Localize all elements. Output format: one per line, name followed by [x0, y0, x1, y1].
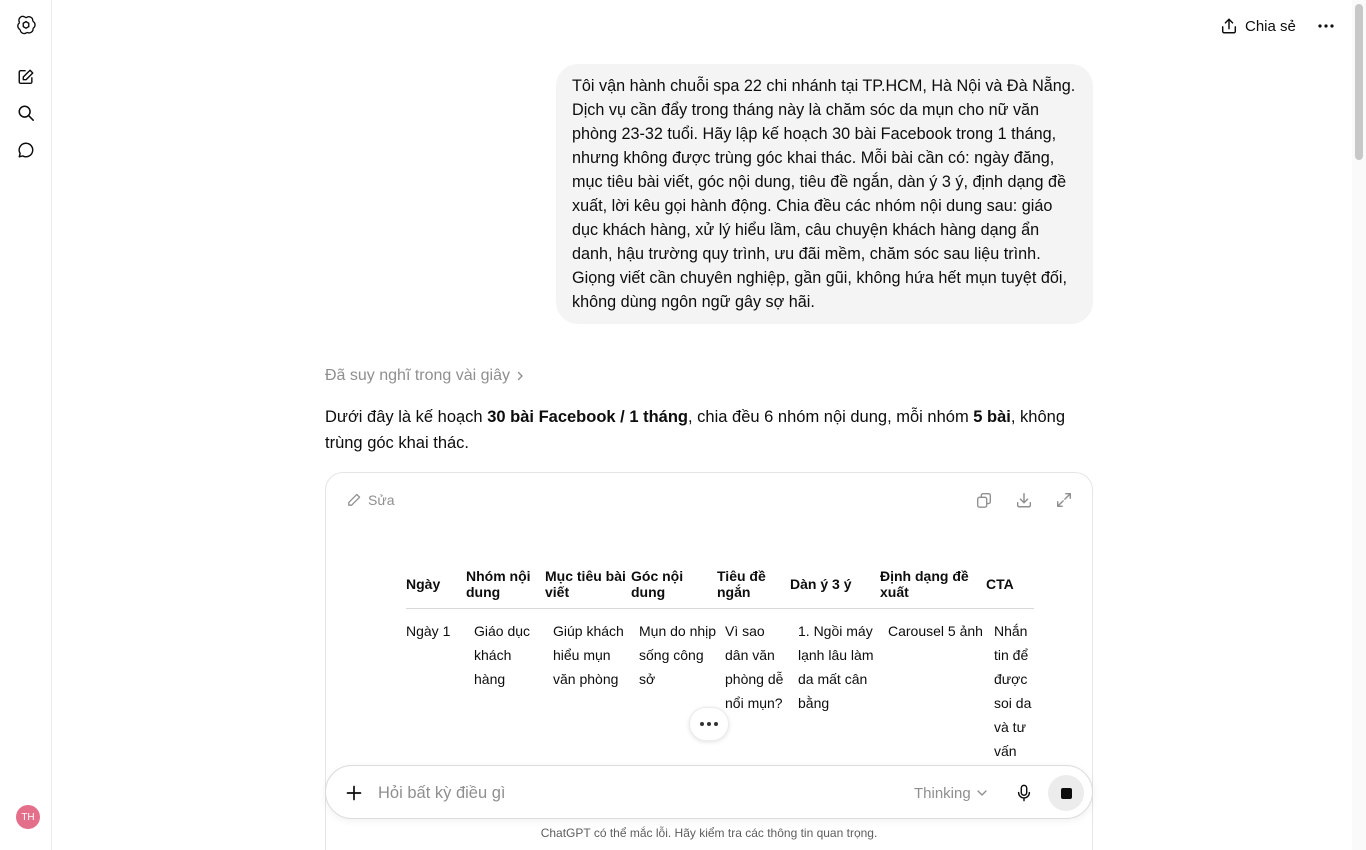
intro-bold: 30 bài Facebook / 1 tháng — [487, 408, 689, 426]
expand-icon — [1055, 491, 1073, 509]
intro-text: , chia đều 6 nhóm nội dung, mỗi nhóm — [688, 408, 974, 426]
column-header: Ngày — [406, 568, 466, 609]
column-header: Mục tiêu bài viết — [545, 568, 631, 609]
download-button[interactable] — [1014, 490, 1034, 510]
column-header: Nhóm nội dung — [466, 568, 545, 609]
table-cell: Ngày 1 — [406, 623, 451, 639]
assistant-intro — [325, 404, 1095, 456]
copy-icon — [975, 491, 993, 509]
thought-label: Đã suy nghĩ trong vài giây — [325, 367, 510, 384]
new-chat-icon[interactable] — [14, 65, 38, 89]
more-options-button[interactable] — [1314, 14, 1338, 38]
stop-icon — [1061, 788, 1072, 799]
openai-logo-icon[interactable] — [14, 14, 38, 38]
voice-input-button[interactable] — [1012, 781, 1036, 805]
pencil-icon — [346, 492, 362, 508]
edit-label: Sửa — [368, 492, 395, 508]
prompt-input[interactable] — [378, 781, 878, 805]
intro-text: Dưới đây là kế hoạch — [325, 408, 488, 426]
edit-button[interactable] — [346, 489, 395, 511]
intro-text: , không trùng góc khai thác. — [325, 408, 1066, 452]
download-icon — [1015, 491, 1033, 509]
mode-label: Thinking — [914, 784, 971, 802]
more-actions-button[interactable] — [689, 707, 729, 741]
table-cell: Mụn do nhịp sống công sở — [639, 623, 717, 687]
table-cell: 1. Ngồi máy lạnh lâu làm da mất cân bằng — [798, 623, 874, 711]
user-message-text: Tôi vận hành chuỗi spa 22 chi nhánh tại TP.HCM, Hà Nội và Đà Nẵng. Dịch vụ cần đẩy trong tháng này là chăm sóc da mụn cho nữ văn phòng 23-32 tuổi. Hãy lập kế hoạch 30 bài Facebook trong 1 tháng, nhưng không được trùng góc khai thác. Mỗi bài cần có: ngày đăng, mục tiêu bài viết, góc nội dung, tiêu đề ngắn, dàn ý 3 ý, định dạng đề xuất, lời kêu gọi hành động. Chia đều các nhóm nội dung sau: giáo dục khách hàng, xử lý hiểu lầm, câu chuyện khách hàng dạng ẩn danh, hậu trường quy trình, ưu đãi mềm, chăm sóc sau liệu trình. Giọng viết cần chuyên nghiệp, gần gũi, không hứa hết mụn tuyệt đối, không dùng ngôn ngữ gây sợ hãi. — [572, 77, 1076, 311]
user-message-bubble — [556, 64, 1093, 324]
microphone-icon — [1016, 784, 1032, 802]
chats-icon[interactable] — [14, 138, 38, 162]
ellipsis-icon — [699, 721, 719, 727]
stop-generating-button[interactable] — [1048, 775, 1084, 811]
plus-icon — [346, 785, 362, 801]
column-header: Dàn ý 3 ý — [790, 568, 880, 609]
share-icon — [1220, 17, 1238, 35]
table-cell: Carousel 5 ảnh — [888, 623, 983, 639]
disclaimer-text: ChatGPT có thể mắc lỗi. Hãy kiểm tra các thông tin quan trọng. — [540, 826, 878, 840]
sidebar-rail — [0, 0, 52, 850]
composer — [325, 765, 1093, 819]
table-cell: Giáo dục khách hàng — [474, 623, 531, 687]
column-header: Tiêu đề ngắn — [717, 568, 790, 609]
table-row — [406, 609, 1034, 764]
table-cell: Giúp khách hiểu mụn văn phòng — [553, 623, 624, 687]
copy-button[interactable] — [974, 490, 994, 510]
more-horizontal-icon — [1317, 23, 1335, 29]
model-mode-selector[interactable] — [914, 782, 987, 804]
share-button[interactable] — [1220, 14, 1296, 38]
column-header: Góc nội dung — [631, 568, 717, 609]
table-cell: Nhắn tin để được soi da và tư vấn — [994, 623, 1032, 759]
share-label: Chia sẻ — [1245, 17, 1296, 35]
chevron-right-icon — [516, 371, 524, 381]
chevron-down-icon — [977, 790, 987, 796]
attach-button[interactable] — [342, 781, 366, 805]
intro-bold: 5 bài — [973, 408, 1011, 426]
expand-button[interactable] — [1054, 490, 1074, 510]
scrollbar-thumb[interactable] — [1355, 4, 1363, 160]
search-icon[interactable] — [14, 101, 38, 125]
table-cell: Vì sao dân văn phòng dễ nổi mụn? — [725, 623, 784, 711]
column-header: Định dạng đề xuất — [880, 568, 986, 609]
table-header-row — [406, 568, 1034, 609]
avatar-initials: TH — [21, 811, 35, 823]
thought-toggle[interactable] — [325, 364, 524, 388]
column-header: CTA — [986, 568, 1034, 609]
